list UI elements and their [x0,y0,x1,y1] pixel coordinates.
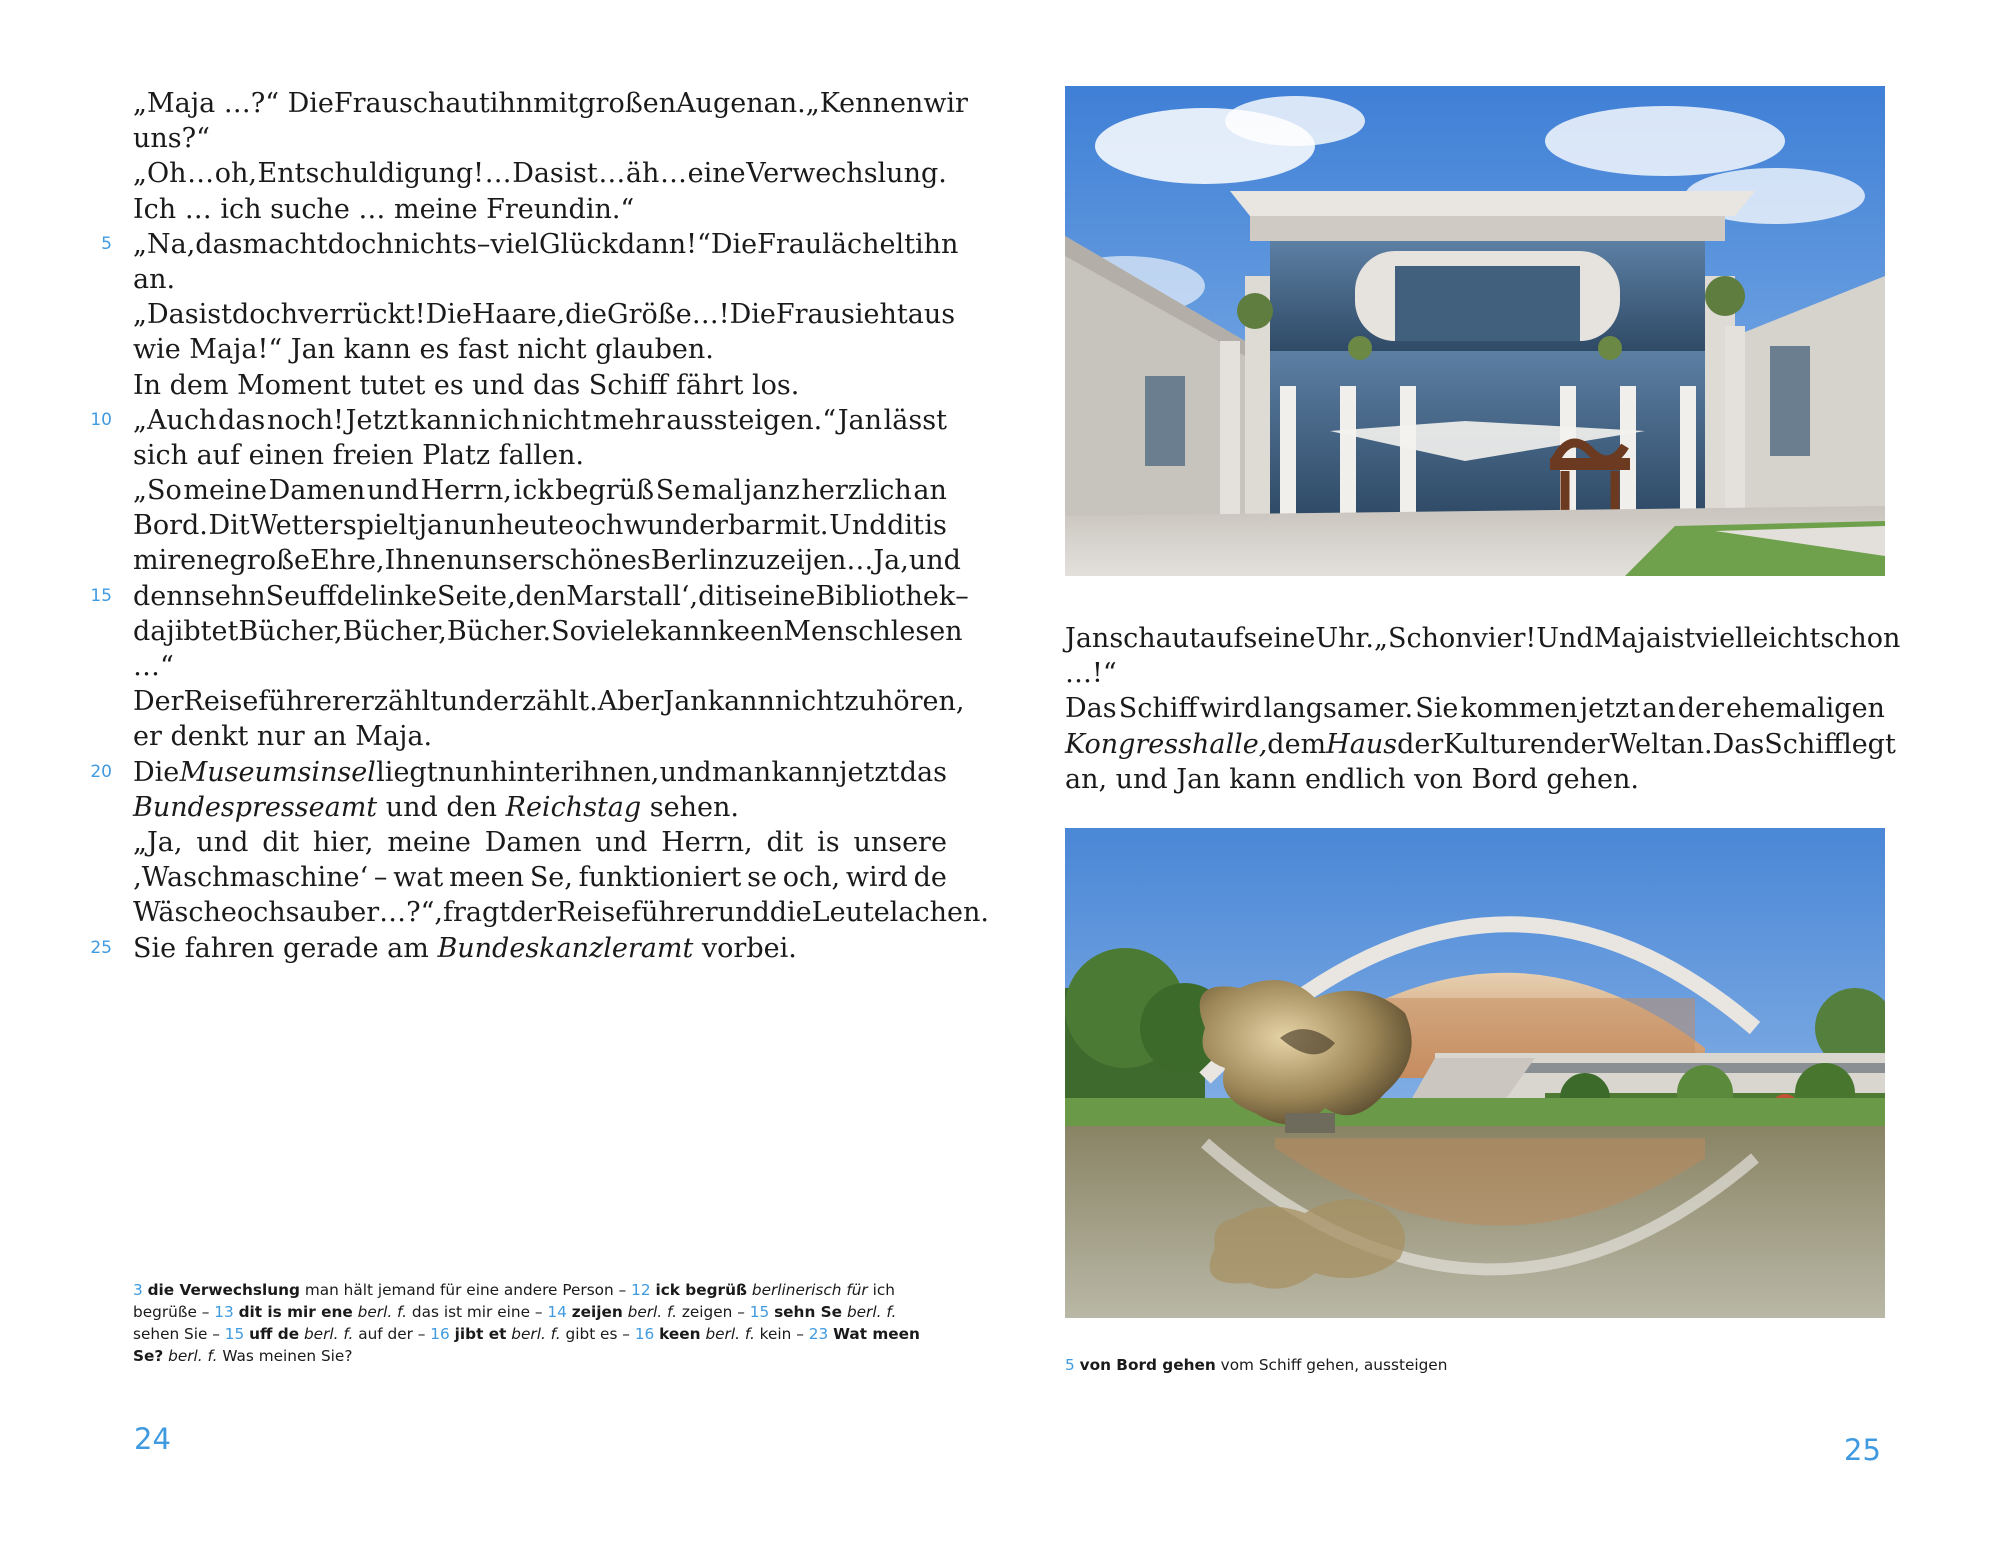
text-line: Jan schaut auf seine Uhr. „Schon vier! Und Maja ist vielleicht schon [1065,623,1901,654]
text-line: Bundespresseamt und den Reichstag sehen. [133,791,739,823]
text-line: „So meine Damen und Herrn, ick begrüß Se mal janz herzlich an [133,475,947,507]
footnote-line: begrüße – 13 dit is mir ene berl. f. das ist mir eine – 14 zeijen berl. f. zeigen – 15 sehn Se berl. f. [133,1303,897,1321]
text-line: Ich … ich suche … meine Freundin.“ [133,193,635,225]
text-line: „Ja, und dit hier, meine Damen und Herrn, dit is unsere [133,826,947,858]
text-line: an, und Jan kann endlich von Bord gehen. [1065,763,1639,795]
text-line: uns?“ [133,123,210,155]
glossary-footnotes-left [133,1279,933,1367]
text-line: mir ene große Ehre, Ihnen unser schönes Berlin zu zeijen … Ja, und [133,545,961,577]
chancellery-photo [1065,86,1885,576]
text-line: Bord. Dit Wetter spielt ja nun heute och wunderbar mit. Und dit is [133,510,947,542]
page-number-right: 25 [1844,1433,1881,1467]
text-line: 5 „Na, das macht doch nichts – viel Glück dann!“ Die Frau lächelt ihn [133,227,947,262]
story-text-left [90,86,989,966]
footnote-line: sehen Sie – 15 uff de berl. f. auf der – 16 jibt et berl. f. gibt es – 16 keen berl. f. kein – 23 Wat meen [133,1325,920,1343]
text-line: 25 Sie fahren gerade am Bundeskanzleramt vorbei. [133,931,947,966]
glossary-footnote-right: 5 von Bord gehen vom Schiff gehen, aussteigen [1065,1356,1448,1374]
line-number: 25 [90,937,112,958]
line-number: 20 [90,761,112,782]
footnote-line: Se? berl. f. Was meinen Sie? [133,1347,353,1365]
text-line: an. [133,263,176,295]
text-line: …!“ [1065,658,1117,690]
text-line: 20 Die Museumsinsel liegt nun hinter ihnen, und man kann jetzt das [133,755,947,790]
text-line: „Das ist doch verrückt! Die Haare, die Größe …! Die Frau sieht aus [133,299,956,331]
footnote-line: 3 die Verwechslung man hält jemand für eine andere Person – 12 ick begrüß berlinerisch für ich [133,1281,895,1299]
line-number: 5 [101,233,112,254]
story-text-right [1065,621,1901,797]
haus-der-kulturen-photo [1065,828,1885,1318]
text-line: wie Maja!“ Jan kann es fast nicht glauben. [133,334,714,366]
page-number-left: 24 [134,1422,171,1456]
line-number: 15 [90,585,112,606]
text-line: 10 „Auch das noch! Jetzt kann ich nicht mehr aussteigen.“ Jan lässt [133,403,947,438]
text-line: da jibt et Bücher, Bücher, Bücher. So viele kann keen Mensch lesen [133,615,963,647]
text-line: Das Schiff wird langsamer. Sie kommen jetzt an der ehemaligen [1065,693,1885,725]
text-line: „Oh … oh, Entschuldigung! … Das ist … äh … eine Verwechslung. [133,158,947,190]
line-number: 10 [90,409,112,430]
text-line: er denkt nur an Maja. [133,721,433,753]
text-line: In dem Moment tutet es und das Schiff fährt los. [133,369,800,401]
right-page [1000,0,2000,1558]
text-line: 15 denn sehn Se uff de linke Seite ‚den Marstall‘, dit is eine Bibliothek – [133,579,947,614]
text-line: Kongresshalle, dem Haus der Kulturen der Welt an. Das Schiff legt [1065,728,1896,760]
text-line: Wäsche och sauber …?“, fragt der Reiseführer und die Leute lachen. [133,897,989,929]
text-line: ‚Waschmaschine‘ – wat meen Se, funktioniert se och, wird de [133,862,947,894]
text-line: …“ [133,651,174,682]
text-line: Der Reiseführer erzählt und erzählt. Aber Jan kann nicht zuhören, [133,686,965,718]
text-line: „Maja …?“ Die Frau schaut ihn mit großen Augen an. „Kennen wir [133,88,968,119]
text-line: sich auf einen freien Platz fallen. [133,439,584,471]
